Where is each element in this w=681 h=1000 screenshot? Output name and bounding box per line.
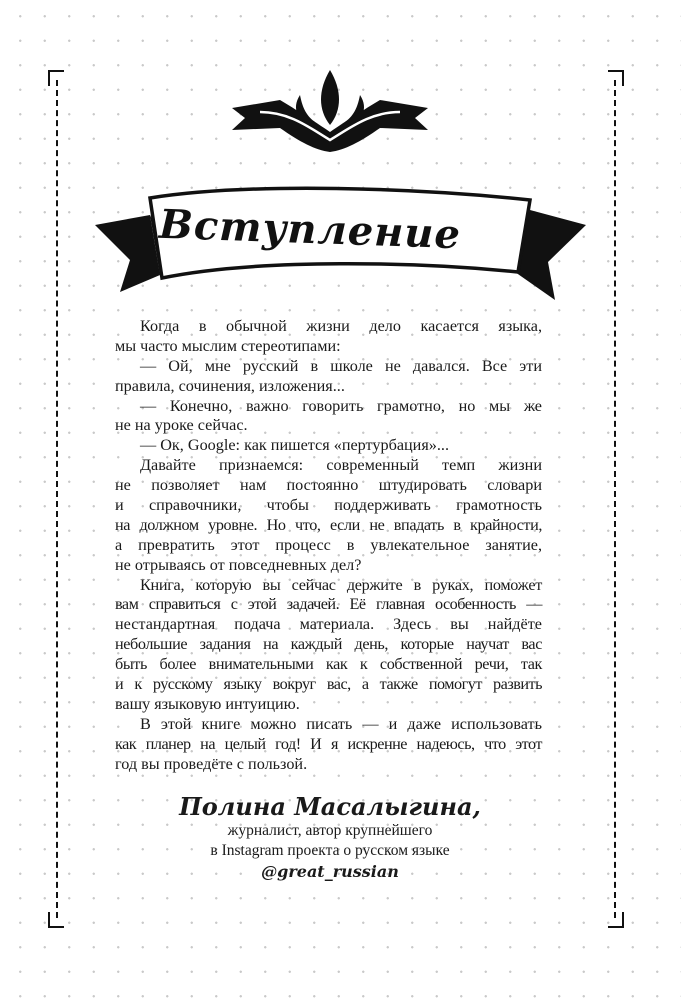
text-line: год вы проведёте с пользой. (115, 754, 308, 773)
text-line: а превратить этот процесс в увлекательное занятие, (115, 535, 542, 554)
text-line: Когда в обычной жизни дело касается языка, (140, 317, 542, 335)
author-description: журналист, автор крупнейшего (227, 822, 433, 839)
page-title: Вступление (158, 200, 462, 259)
text-line: и справочники, чтобы поддерживать грамотность (115, 496, 542, 515)
text-line: небольшие задания на каждый день, которые научат вас (115, 635, 542, 654)
text-line: мы часто мыслим стереотипами: (115, 336, 341, 355)
text-line: Книга, которую вы сейчас держите в руках, поможет (140, 575, 542, 594)
text-line: и к русскому языку вокруг вас, а также помогут развить (115, 675, 542, 694)
author-handle: @great_russian (261, 862, 399, 881)
text-line: не позволяет нам постоянно штудировать словари (115, 476, 542, 495)
text-line: В этой книге можно писать — и даже использовать (140, 714, 542, 733)
text-line: — Ок, Google: как пишется «пертурбация»... (140, 436, 450, 455)
text-line: не отрываясь от повседневных дел? (115, 555, 362, 574)
text-line: — Конечно, важно говорить грамотно, но мы же (140, 396, 542, 415)
text-line: на должном уровне. Но что, если не впадать в крайности, (115, 515, 542, 534)
text-line: как планер на целый год! И я искренне надеюсь, что этот (115, 734, 542, 753)
frame-corner (48, 912, 64, 928)
intro-text (115, 317, 542, 774)
text-line: не на уроке сейчас. (115, 416, 248, 435)
text-line: вашу языковую интуицию. (115, 694, 300, 713)
ornament-banner (0, 0, 681, 320)
frame-corner (608, 912, 624, 928)
author-description: в Instagram проекта о русском языке (210, 842, 450, 859)
text-line: нестандартная подача материала. Здесь вы найдёте (115, 615, 542, 634)
text-line: Давайте признаемся: современный темп жизни (140, 456, 542, 475)
text-line: — Ой, мне русский в школе не давался. Все эти (140, 356, 542, 375)
author-name: Полина Масалыгина, (179, 792, 481, 821)
top-ornament-icon (232, 70, 428, 152)
text-line: вам справиться с этой задачей. Её главная особенность — (115, 595, 542, 614)
text-line: быть более внимательными как к собственной речи, так (115, 655, 542, 674)
text-line: правила, сочинения, изложения... (115, 376, 345, 395)
